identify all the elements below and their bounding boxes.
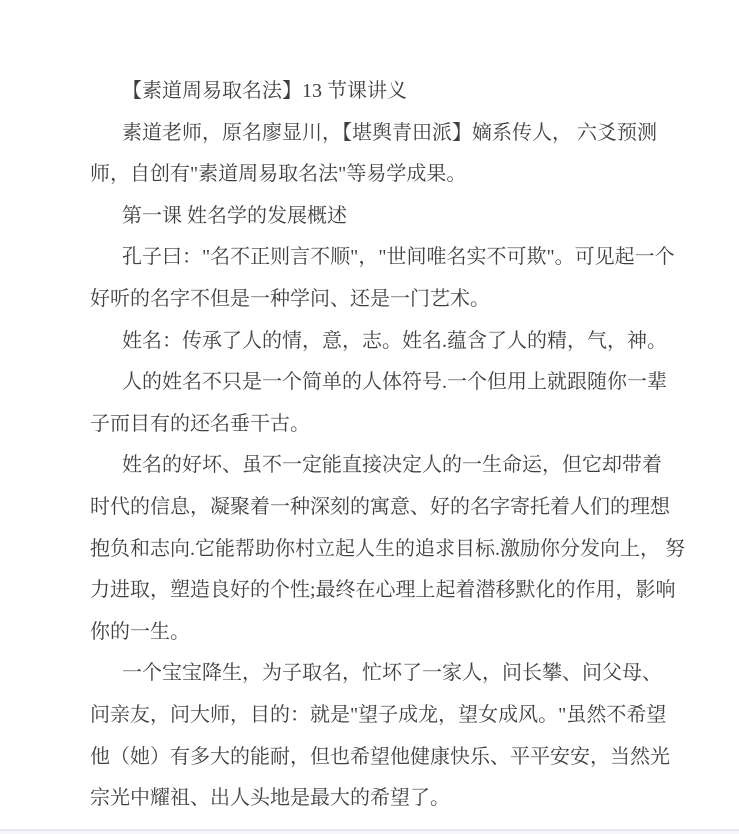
text-line-para2-line-1: 姓名：传承了人的情，意，志。姓名.蕴含了人的精，气，神。 xyxy=(122,329,667,352)
text-line-para4-line-3: 抱负和志向.它能帮助你村立起人生的追求目标.激励你分发向上， 努 xyxy=(90,537,685,560)
text-line-intro-line-2: 师，自创有"素道周易取名法"等易学成果。 xyxy=(90,163,467,186)
text-line-para4-line-4: 力进取，塑造良好的个性;最终在心理上起着潜移默化的作用，影响 xyxy=(90,579,676,602)
page-bottom-divider xyxy=(0,829,739,834)
text-line-para4-line-1: 姓名的好坏、虽不一定能直接决定人的一生命运，但它却带着 xyxy=(122,454,662,477)
text-line-title: 【素道周易取名法】13 节课讲义 xyxy=(122,80,407,102)
text-line-para4-line-5: 你的一生。 xyxy=(90,620,190,643)
document-text-block xyxy=(90,71,685,820)
text-line-para1-line-2: 好听的名字不但是一种学问、还是一门艺术。 xyxy=(90,287,490,310)
text-line-para5-line-3: 他（她）有多大的能耐，但也希望他健康快乐、平平安安，当然光 xyxy=(90,745,670,768)
text-line-para5-line-4: 宗光中耀祖、出人头地是最大的希望了。 xyxy=(90,787,450,810)
text-line-intro-line-1: 素道老师，原名廖显川，【堪舆青田派】嫡系传人， 六爻预测 xyxy=(122,121,657,144)
text-line-para3-line-1: 人的姓名不只是一个简单的人体符号.一个但用上就跟随你一辈 xyxy=(122,371,667,394)
text-line-para3-line-2: 子而目有的还名垂干古。 xyxy=(90,412,310,435)
text-line-para1-line-1: 孔子曰："名不正则言不顺"，"世间唯名实不可欺"。可见起一个 xyxy=(122,246,675,269)
text-line-para5-line-2: 问亲友，问大师，目的：就是"望子成龙，望女成风。"虽然不希望 xyxy=(90,703,667,726)
text-line-para4-line-2: 时代的信息，凝聚着一种深刻的寓意、好的名字寄托着人们的理想 xyxy=(90,495,670,518)
text-line-para5-line-1: 一个宝宝降生，为子取名，忙坏了一家人，问长攀、问父母、 xyxy=(122,662,662,685)
text-line-lesson-heading: 第一课 姓名学的发展概述 xyxy=(122,204,347,227)
